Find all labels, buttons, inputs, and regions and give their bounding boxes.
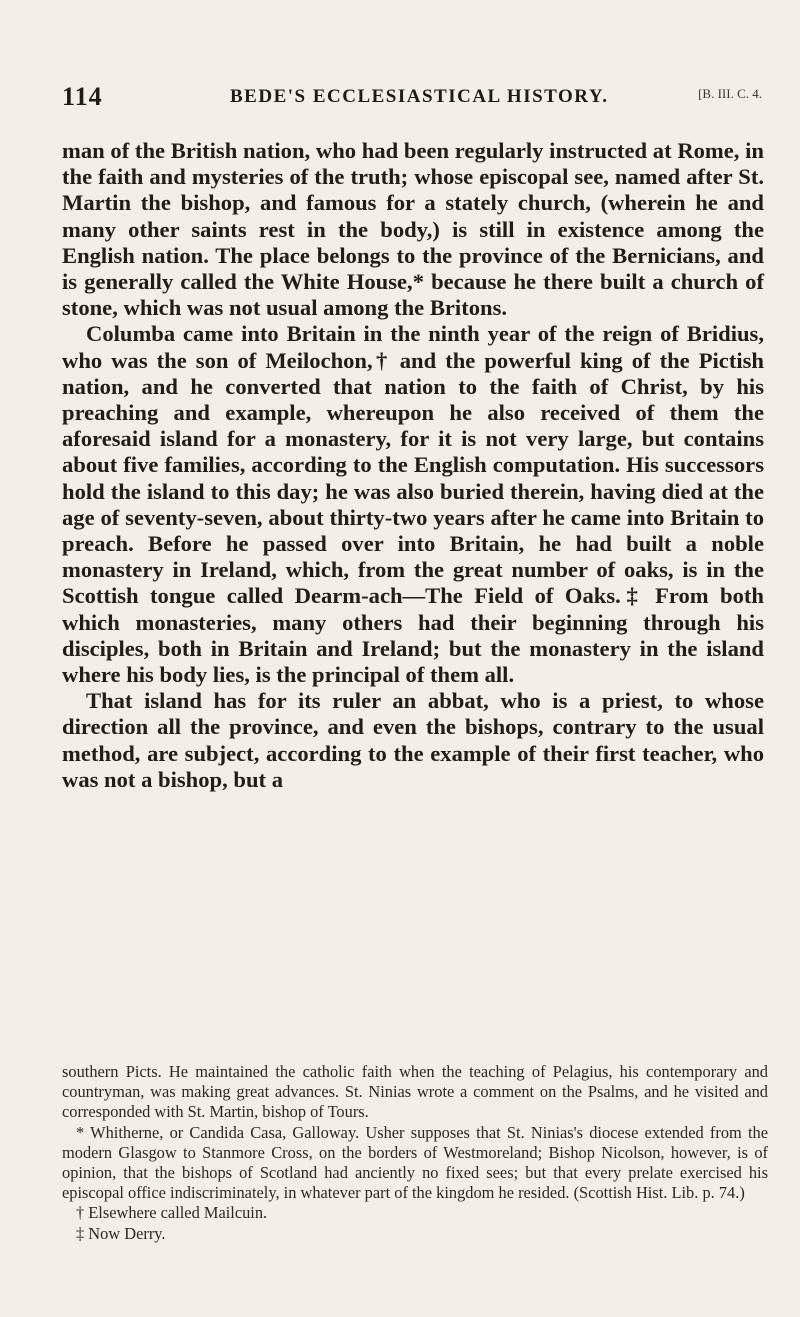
paragraph: man of the British nation, who had been regularly instructed at Rome, in the faith and mysteries of the truth; whose episcopal see, named after St. Martin the bishop, and famous for a stately church, (wherein he and many other saints rest in the body,) is still in existence among the English nation. The place belongs to the province of the Bernicians, and is generally called the White House,* because he there built a church of stone, which was not usual among the Britons. bbox=[62, 138, 764, 321]
chapter-reference: [B. III. C. 4. bbox=[698, 86, 762, 101]
running-title: BEDE'S ECCLESIASTICAL HISTORY. bbox=[230, 86, 609, 107]
footnotes bbox=[62, 1062, 768, 1244]
paragraph: Columba came into Britain in the ninth year of the reign of Bridius, who was the son of Meilochon,† and the powerful king of the Pictish nation, and he converted that nation to the faith of Christ, by his preaching and example, whereupon he also received of them the aforesaid island for a monastery, for it is not very large, but contains about five families, according to the English computation. His successors hold the island to this day; he was also buried therein, having died at the age of seventy-seven, about thirty-two years after he came into Britain to preach. Before he passed over into Britain, he had built a noble monastery in Ireland, which, from the great number of oaks, is in the Scottish tongue called Dearm-ach—The Field of Oaks.‡ From both which monasteries, many others had their beginning through his disciples, both in Britain and Ireland; but the monastery in the island where his body lies, is the principal of them all. bbox=[62, 321, 764, 688]
footnote-continuation: southern Picts. He maintained the catholic faith when the teaching of Pelagius, his contemporary and countryman, was making great advances. St. Ninias wrote a comment on the Psalms, and he visited and corresponded with St. Martin, bishop of Tours. bbox=[62, 1062, 768, 1122]
page-number: 114 bbox=[62, 82, 103, 111]
footnote: † Elsewhere called Mailcuin. bbox=[76, 1203, 268, 1223]
paragraph: That island has for its ruler an abbat, who is a priest, to whose direction all the province, and even the bishops, contrary to the usual method, are subject, according to the example of their first teacher, who was not a bishop, but a bbox=[62, 688, 764, 792]
footnote: * Whitherne, or Candida Casa, Galloway. Usher supposes that St. Ninias's diocese extended from the modern Glasgow to Stanmore Cross, on the borders of Westmoreland; Bishop Nicolson, however, is of opinion, that the bishops of Scotland had anciently no fixed sees; but that every prelate exercised his episcopal office indiscriminately, in whatever part of the kingdom he resided. (Scottish Hist. Lib. p. 74.) bbox=[62, 1122, 768, 1203]
page-header bbox=[62, 82, 762, 116]
footnote: ‡ Now Derry. bbox=[76, 1223, 166, 1243]
main-text bbox=[62, 138, 764, 793]
